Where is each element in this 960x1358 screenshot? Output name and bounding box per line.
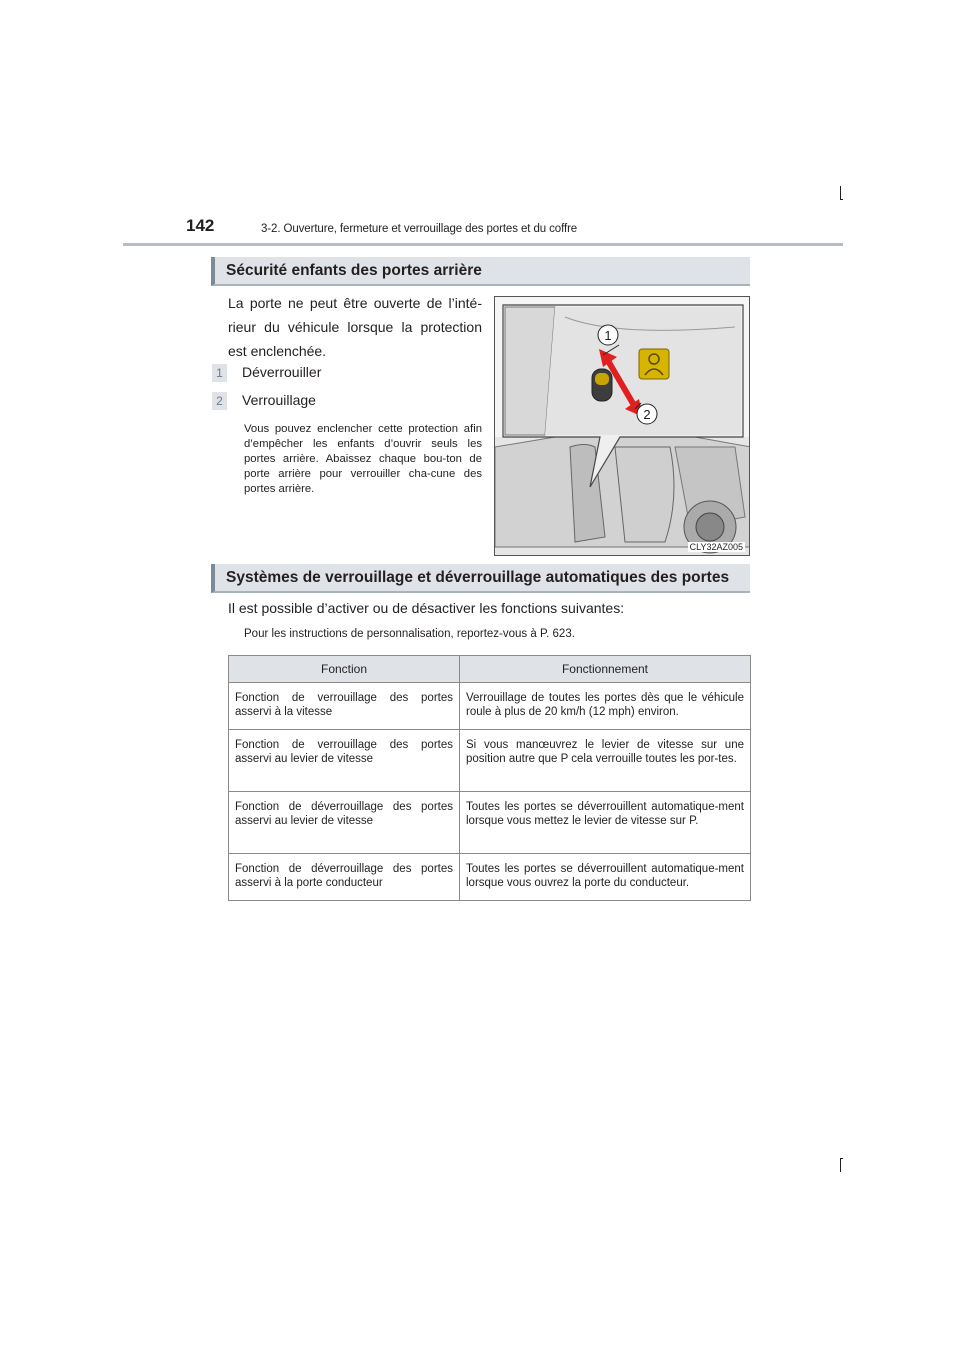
page-number: 142 (186, 216, 215, 235)
table-row (229, 792, 751, 854)
figure-code: CLY32AZ005 (689, 542, 743, 552)
table-header-row (229, 656, 751, 683)
operation-cell: Verrouillage de toutes les portes dès que le véhicule roule à plus de 20 km/h (12 mph) environ. (460, 683, 751, 730)
section-heading-text: Systèmes de verrouillage et déverrouillage automatiques des portes (226, 569, 730, 586)
table-row (229, 854, 751, 901)
child-lock-illustration (494, 296, 750, 556)
child-safety-intro: La porte ne peut être ouverte de l’inté-rieur du véhicule lorsque la protection est enclenchée. (228, 295, 482, 359)
running-header: 3-2. Ouverture, fermeture et verrouillage des portes et du coffre (261, 223, 578, 235)
function-cell: Fonction de verrouillage des portes asservi à la vitesse (229, 683, 460, 730)
child-safety-note: Vous pouvez enclencher cette protection afin d’empêcher les enfants d’ouvrir seuls les portes arrière. Abaissez chaque bou-ton de porte arrière pour verrouiller cha-cune des portes arrière. (244, 423, 482, 495)
column-header-operation: Fonctionnement (460, 656, 751, 683)
function-cell: Fonction de déverrouillage des portes asservi au levier de vitesse (229, 792, 460, 854)
operation-cell: Si vous manœuvrez le levier de vitesse sur une position autre que P cela verrouille toutes les por-tes. (460, 730, 751, 792)
crop-mark-top (840, 186, 841, 200)
column-header-function: Fonction (229, 656, 460, 683)
step-number-badge: 2 (212, 392, 227, 410)
operation-cell: Toutes les portes se déverrouillent automatique-ment lorsque vous mettez le levier de vitesse sur P. (460, 792, 751, 854)
step-label: Déverrouiller (242, 364, 322, 380)
section-heading-auto-lock (211, 564, 750, 593)
function-cell: Fonction de verrouillage des portes asservi au levier de vitesse (229, 730, 460, 792)
table-row (229, 683, 751, 730)
callout-1: 1 (604, 328, 612, 343)
crop-mark-bottom-tick (840, 1158, 843, 1159)
header-rule (123, 243, 843, 246)
door-lock-drawing (495, 297, 750, 556)
callout-2: 2 (643, 407, 651, 422)
step-number-badge: 1 (212, 364, 227, 382)
table-row (229, 730, 751, 792)
customization-reference: Pour les instructions de personnalisation, reportez-vous à P. 623. (244, 628, 575, 640)
section-heading-text: Sécurité enfants des portes arrière (226, 262, 482, 279)
auto-lock-functions-table (228, 655, 751, 901)
crop-mark-bottom (840, 1158, 841, 1172)
crop-mark-top-tick (840, 199, 843, 200)
operation-cell: Toutes les portes se déverrouillent automatique-ment lorsque vous ouvrez la porte du conducteur. (460, 854, 751, 901)
step-label: Verrouillage (242, 392, 316, 408)
function-cell: Fonction de déverrouillage des portes asservi à la porte conducteur (229, 854, 460, 901)
section-heading-child-safety (211, 257, 750, 286)
auto-lock-intro: Il est possible d’activer ou de désactiver les fonctions suivantes: (228, 600, 625, 616)
